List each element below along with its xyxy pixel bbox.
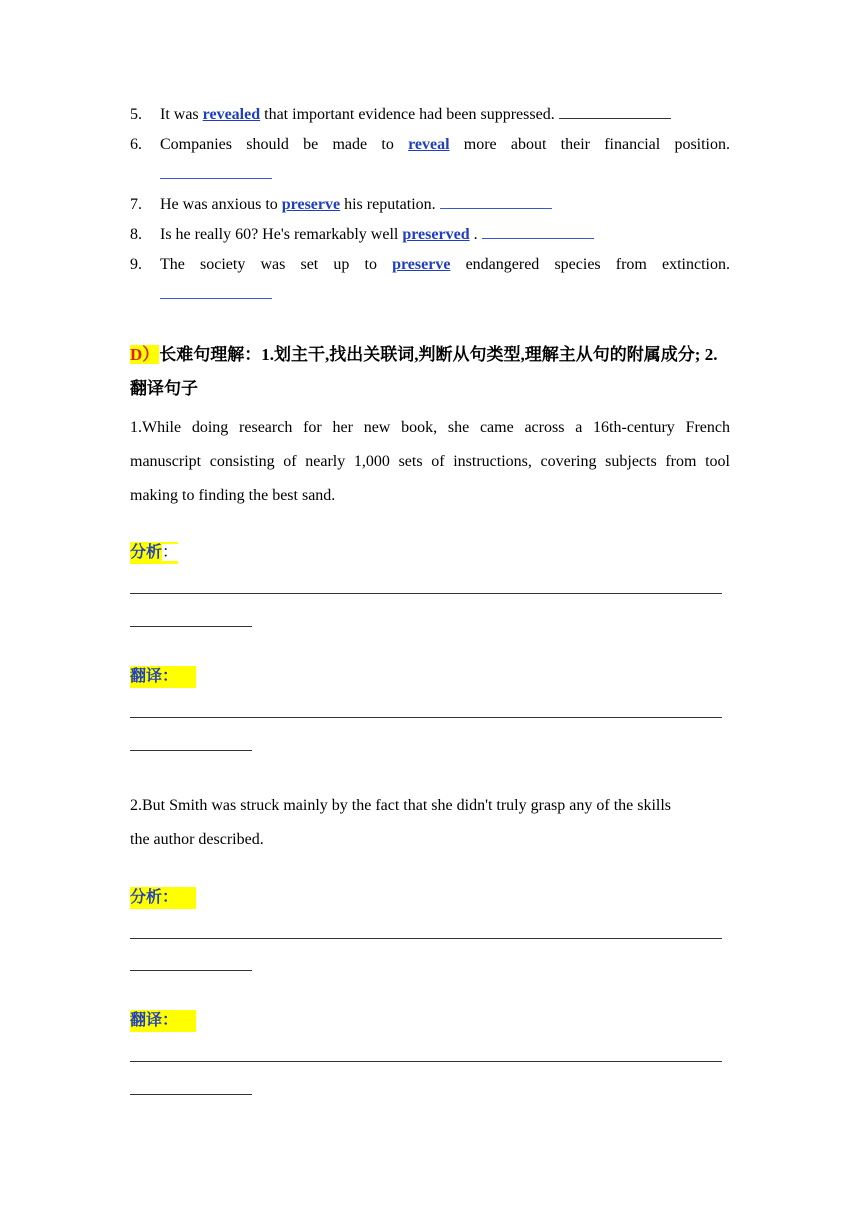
analysis-label: 分析： — [130, 887, 196, 909]
item-text: Is he really 60? He's remarkably well preserved . — [160, 220, 730, 250]
item-text: It was revealed that important evidence had been suppressed. — [160, 100, 730, 130]
translation-label: 翻译： — [130, 1010, 196, 1032]
keyword-link[interactable]: reveal — [408, 136, 450, 153]
answer-line[interactable] — [130, 626, 252, 627]
translation-label: 翻译： — [130, 666, 196, 688]
answer-blank[interactable] — [482, 224, 594, 239]
answer-line[interactable] — [130, 750, 252, 751]
item-number: 6. — [130, 136, 142, 153]
keyword-link[interactable]: preserve — [281, 196, 341, 213]
keyword-link[interactable]: revealed — [202, 106, 261, 123]
analysis-label: 分析： — [130, 542, 178, 564]
answer-line[interactable] — [130, 717, 722, 718]
item-number: 8. — [130, 226, 142, 243]
answer-line[interactable] — [130, 1061, 722, 1062]
answer-line[interactable] — [130, 970, 252, 971]
sentence-2: 2.But Smith was struck mainly by the fact that she didn't truly grasp any of the skills the author described. — [130, 797, 672, 848]
answer-blank[interactable] — [160, 284, 272, 299]
answer-blank[interactable] — [559, 104, 671, 119]
section-d-heading-cont — [130, 372, 730, 406]
answer-blank[interactable] — [440, 194, 552, 209]
item-number: 7. — [130, 196, 142, 213]
item-text: The society was set up to preserve endangered species from extinction. — [160, 256, 730, 273]
answer-blank[interactable] — [160, 164, 272, 179]
item-text: Companies should be made to reveal more about their financial position. — [160, 136, 730, 153]
item-text: He was anxious to preserve his reputation. — [160, 190, 730, 220]
answer-line[interactable] — [130, 1094, 252, 1095]
section-title-continued: 翻译句子 — [130, 379, 198, 398]
sentence-1: 1.While doing research for her new book, she came across a 16th-century French manuscript consisting of nearly 1,000 sets of instructions, covering subjects from tool making to finding the best sand. — [130, 419, 730, 504]
answer-line[interactable] — [130, 938, 722, 939]
keyword-link[interactable]: preserve — [392, 256, 451, 273]
item-number: 5. — [130, 106, 142, 123]
section-title: 长难句理解：1.划主干,找出关联词,判断从句类型,理解主从句的附属成分; 2. — [159, 345, 718, 364]
answer-line[interactable] — [130, 593, 722, 594]
keyword-link[interactable]: preserved — [402, 226, 470, 243]
item-number: 9. — [130, 256, 142, 273]
section-letter: D） — [130, 345, 160, 364]
section-d-heading — [130, 338, 730, 372]
